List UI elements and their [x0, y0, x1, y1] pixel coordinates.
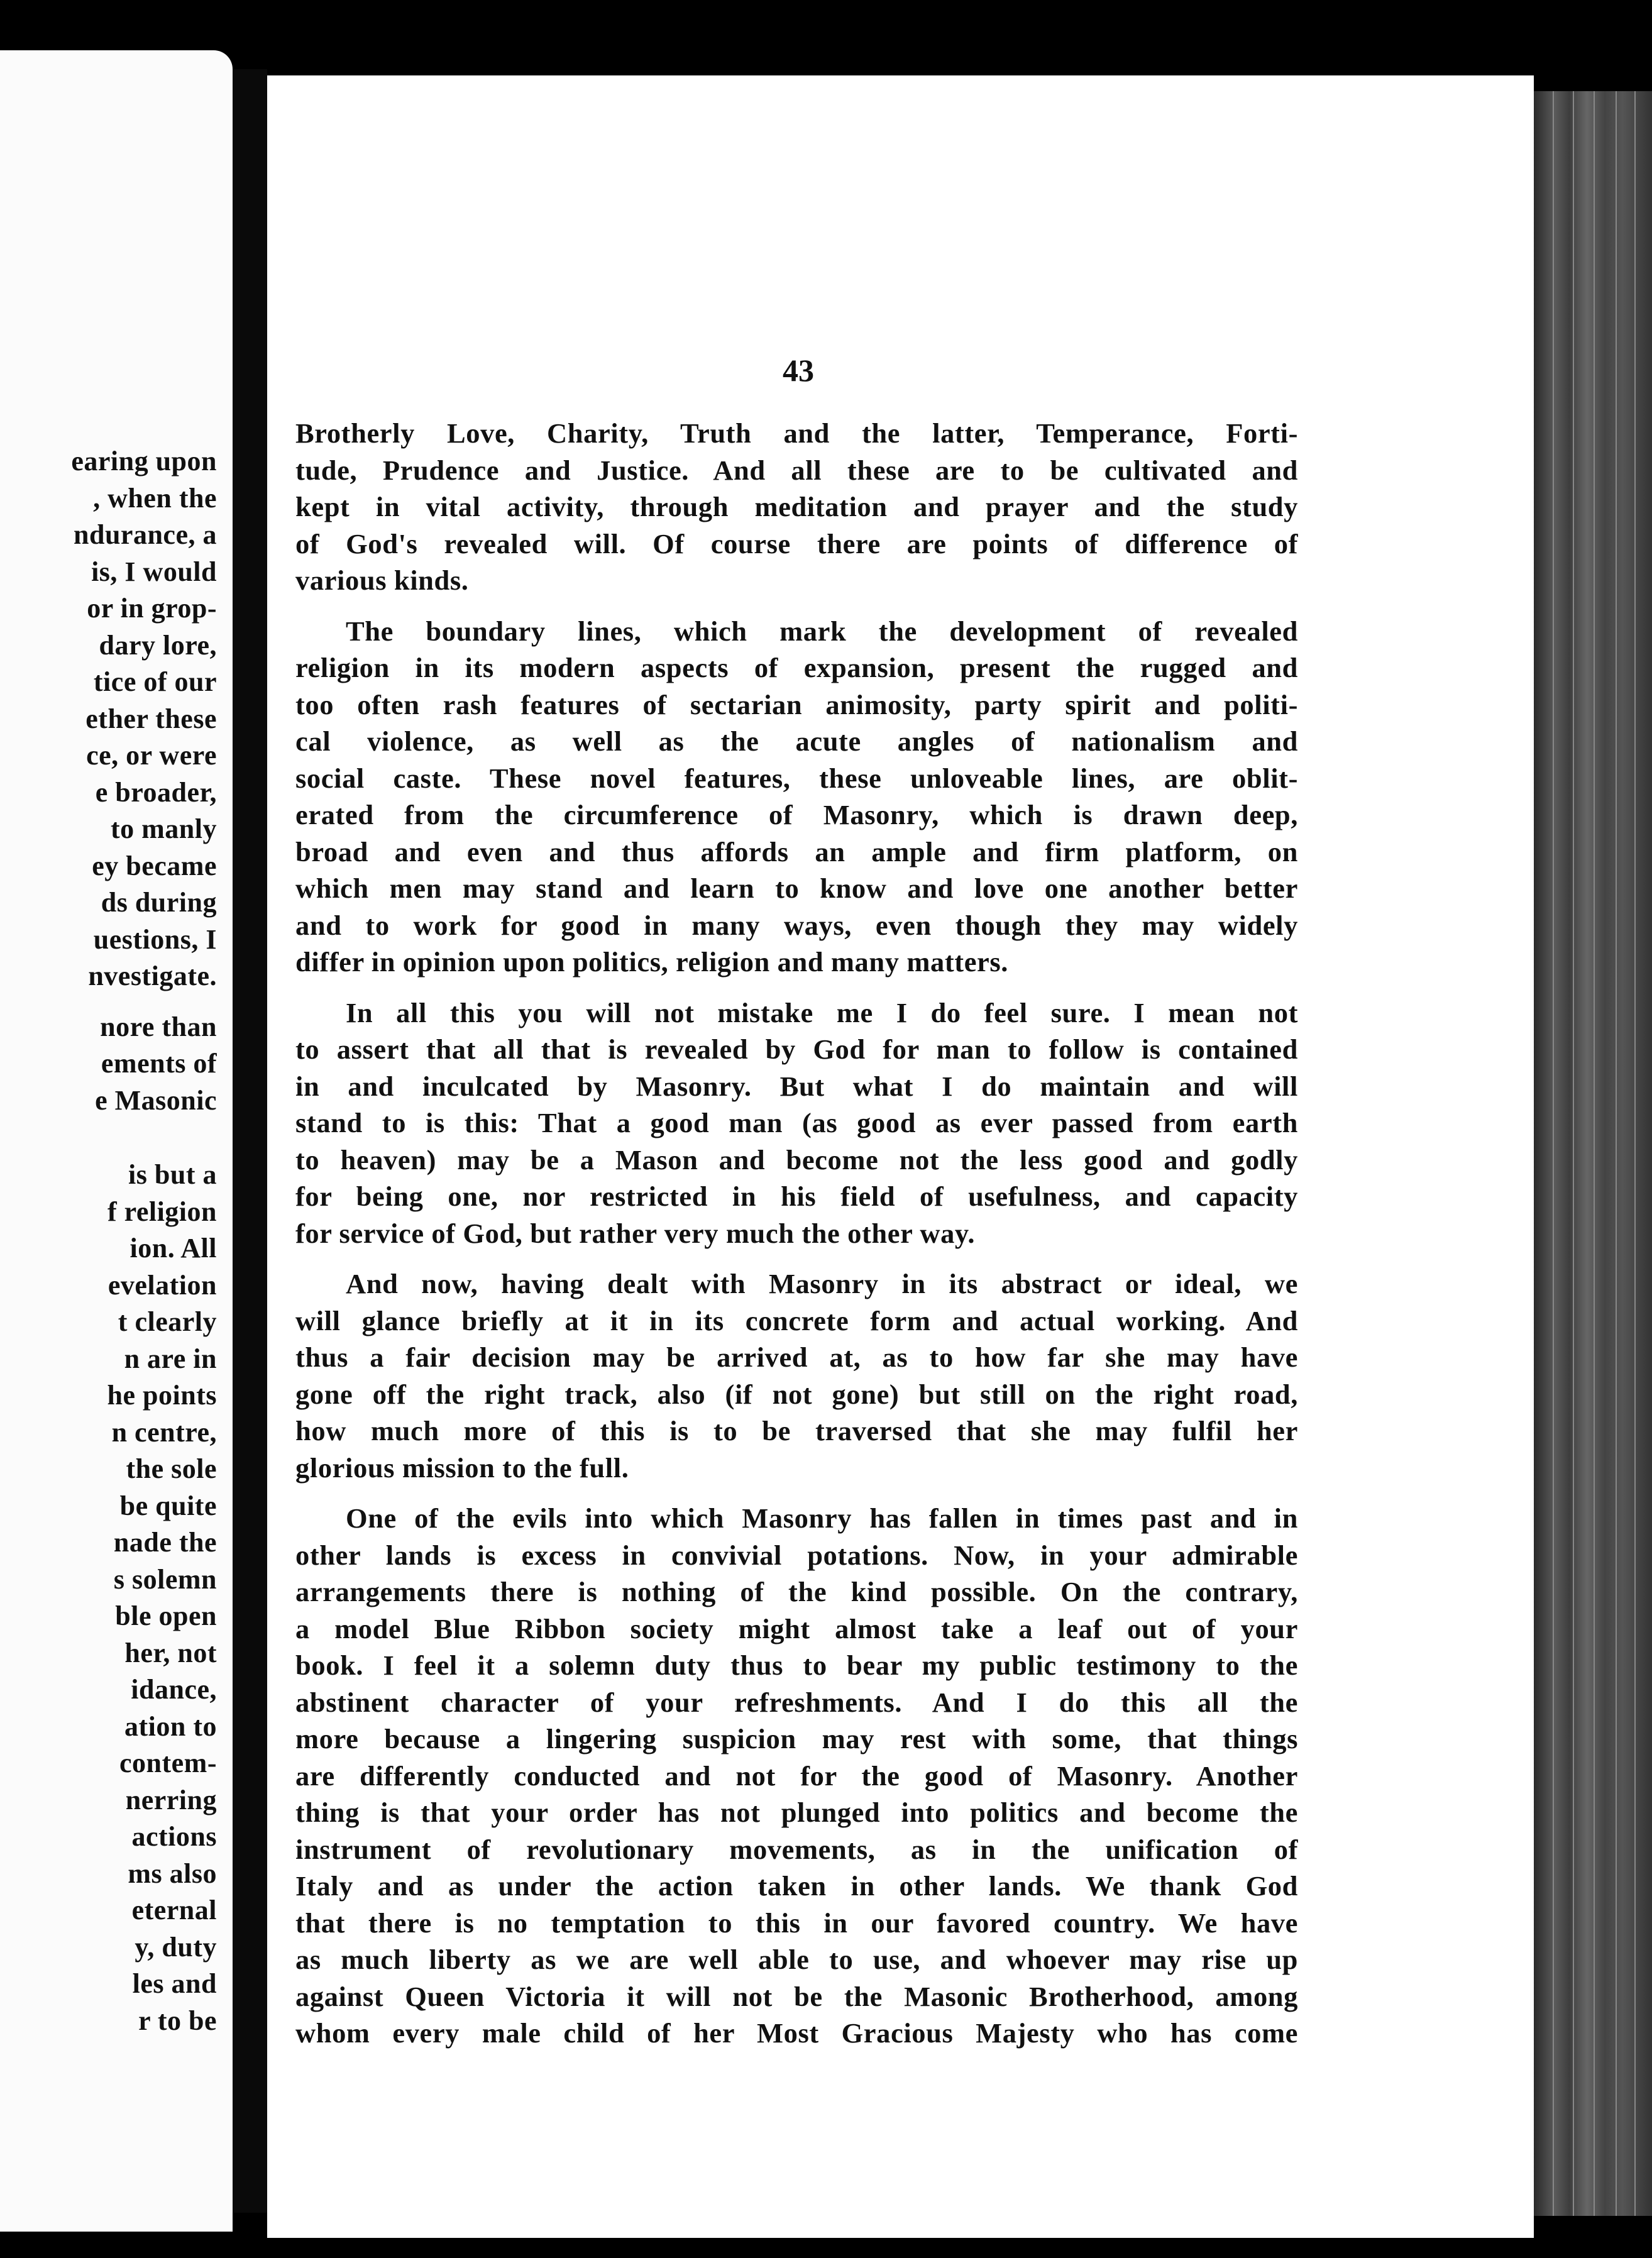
text-line: In all this you will not mistake me I do feel sure. I mean not [346, 996, 1298, 1028]
text-line: for service of God, but rather very much the other way. [295, 1217, 976, 1249]
text-line: differ in opinion upon politics, religion and many matters. [295, 946, 1009, 978]
text-line: more because a lingering suspicion may rest with some, that things [295, 1723, 1298, 1754]
paragraph [295, 994, 1298, 1252]
left-line: uestions, I [93, 923, 217, 955]
text-line: book. I feel it a solemn duty thus to bear my public testimony to the [295, 1649, 1298, 1681]
text-line: for being one, nor restricted in his field of usefulness, and capacity [295, 1181, 1298, 1212]
text-line: social caste. These novel features, these unloveable lines, are oblit- [295, 762, 1298, 794]
text-line: tude, Prudence and Justice. And all these are to be cultivated and [295, 454, 1298, 486]
left-line: to manly [111, 813, 217, 844]
page-edge [1534, 91, 1652, 2216]
text-line: thing is that your order has not plunged into politics and become the [295, 1797, 1298, 1828]
text-line: a model Blue Ribbon society might almost take a leaf out of your [295, 1612, 1298, 1644]
left-line: t clearly [118, 1306, 217, 1337]
text-line: to heaven) may be a Mason and become not the less good and godly [295, 1143, 1298, 1176]
left-line: ble open [115, 1600, 217, 1631]
text-line: Italy and as under the action taken in other lands. We thank God [295, 1870, 1298, 1902]
text-line: gone off the right track, also (if not gone) but still on the right road, [295, 1378, 1298, 1410]
left-line: evelation [107, 1269, 217, 1301]
text-line: various kinds. [295, 564, 469, 596]
left-line: n are in [124, 1343, 217, 1374]
left-line: f religion [107, 1196, 217, 1227]
text-line: other lands is excess in convivial potations. Now, in your admirable [295, 1539, 1298, 1571]
text-line: religion in its modern aspects of expansion, present the rugged and [295, 652, 1298, 683]
left-line: idance, [131, 1674, 217, 1705]
left-line: nerring [125, 1784, 217, 1815]
left-line: ds during [101, 887, 217, 918]
paragraph [295, 1265, 1298, 1486]
left-line: nade the [113, 1527, 217, 1558]
left-line: earing upon [71, 446, 217, 476]
paragraph [295, 1500, 1298, 2052]
left-line: y, duty [135, 1931, 217, 1963]
page-number: 43 [783, 353, 814, 388]
text-line: arrangements there is nothing of the kind possible. On the contrary, [295, 1576, 1298, 1607]
text-line: stand to is this: That a good man (as good as ever passed from earth [295, 1107, 1298, 1138]
left-line: nvestigate. [88, 961, 217, 991]
left-line: ion. All [129, 1233, 217, 1264]
left-line: is but a [128, 1159, 217, 1190]
paragraph [295, 613, 1298, 981]
left-page [0, 50, 233, 2232]
left-line: be quite [119, 1490, 217, 1521]
page-body [295, 415, 1298, 2066]
text-line: of God's revealed will. Of course there are points of difference of [295, 527, 1298, 559]
left-line: the sole [126, 1453, 217, 1484]
left-line: nore than [100, 1011, 217, 1042]
left-line: ey became [92, 850, 217, 881]
text-line: whom every male child of her Most Gracious Majesty who has come [295, 2017, 1298, 2049]
left-line: les and [132, 1968, 217, 1999]
text-line: to assert that all that is revealed by God for man to follow is contained [295, 1033, 1298, 1065]
book-gutter [233, 69, 267, 2213]
text-line: too often rash features of sectarian animosity, party spirit and politi- [295, 688, 1298, 720]
left-line: e broader, [95, 776, 217, 808]
text-line: thus a fair decision may be arrived at, as to how far she may have [295, 1341, 1298, 1373]
left-line: he points [107, 1380, 217, 1411]
text-line: against Queen Victoria it will not be the Masonic Brotherhood, among [295, 1980, 1298, 2012]
left-line: dary lore, [99, 629, 217, 661]
left-page-text [0, 443, 217, 2039]
text-line: Brotherly Love, Charity, Truth and the latter, Temperance, Forti- [295, 417, 1298, 449]
left-line: , when the [93, 482, 217, 514]
text-line: The boundary lines, which mark the development of revealed [346, 615, 1298, 647]
left-line: her, not [124, 1637, 217, 1668]
text-line: will glance briefly at it in its concrete form and actual working. And [295, 1304, 1298, 1336]
left-line: eternal [131, 1895, 217, 1925]
paragraph [295, 415, 1298, 599]
text-line: as much liberty as we are well able to use, and whoever may rise up [295, 1944, 1298, 1975]
left-line: actions [131, 1821, 217, 1852]
left-line: ndurance, a [74, 519, 217, 550]
left-line: or in grop- [87, 593, 217, 624]
text-line: in and inculcated by Masonry. But what I do maintain and will [295, 1070, 1298, 1102]
text-line: erated from the circumference of Masonry, which is drawn deep, [295, 799, 1298, 830]
left-line: ements of [101, 1048, 217, 1079]
left-line: n centre, [111, 1416, 217, 1448]
text-line: are differently conducted and not for the good of Masonry. Another [295, 1760, 1298, 1792]
text-line: cal violence, as well as the acute angles of nationalism and [295, 725, 1298, 757]
left-line: is, I would [91, 556, 217, 587]
text-line: And now, having dealt with Masonry in its abstract or ideal, we [346, 1268, 1298, 1299]
left-line: e Masonic [95, 1084, 217, 1116]
text-line: glorious mission to the full. [295, 1451, 629, 1484]
text-line: One of the evils into which Masonry has fallen in times past and in [346, 1502, 1298, 1534]
left-line: ation to [124, 1710, 217, 1742]
text-line: abstinent character of your refreshments. And I do this all the [295, 1686, 1298, 1718]
left-line: contem- [119, 1748, 217, 1778]
left-line: tice of our [93, 666, 217, 697]
text-line: broad and even and thus affords an ample and firm platform, on [295, 835, 1298, 867]
left-line: ce, or were [86, 740, 217, 771]
left-line: s solemn [113, 1563, 217, 1595]
left-line: ms also [128, 1858, 217, 1889]
text-line: which men may stand and learn to know and love one another better [295, 873, 1298, 904]
text-line: kept in vital activity, through meditation and prayer and the study [295, 491, 1298, 522]
text-line: instrument of revolutionary movements, as in the unification of [295, 1833, 1298, 1865]
left-line: ether these [85, 703, 217, 734]
text-line: and to work for good in many ways, even though they may widely [295, 909, 1298, 941]
left-line: r to be [138, 2005, 217, 2036]
text-line: how much more of this is to be traversed that she may fulfil her [295, 1415, 1298, 1446]
text-line: that there is no temptation to this in our favored country. We have [295, 1907, 1298, 1939]
